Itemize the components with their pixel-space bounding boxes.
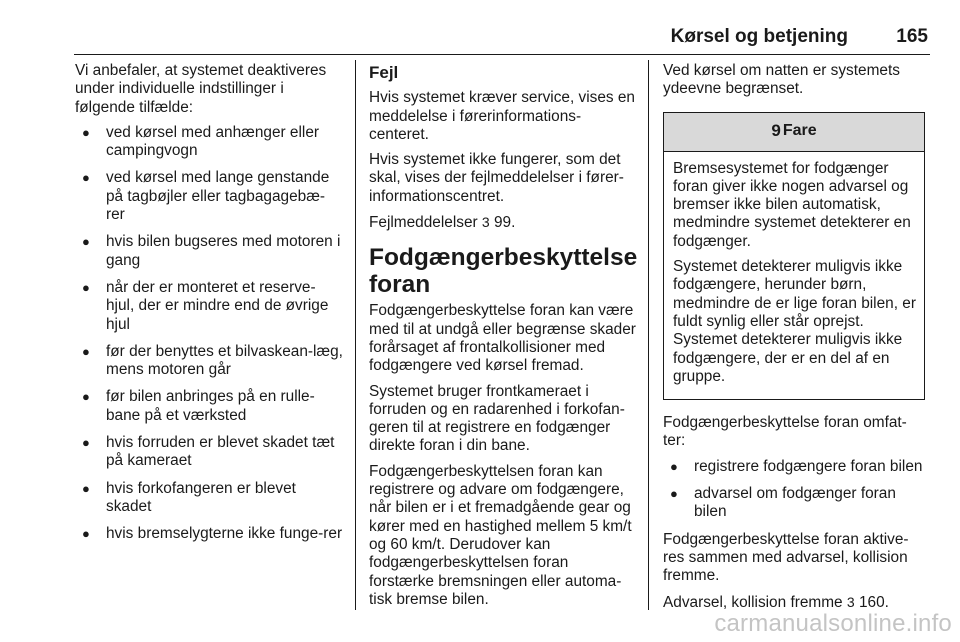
page-number: 165 [896,26,928,47]
paragraph: Fodgængerbeskyttelsen foran kan registrere og advare om fodgængere, når bilen er i et fremadgående gear og kører med en hastighed mellem 5 km/t og 60 km/t. Derudover kan fodgængerbeskyttelsen foran forstærke bremsningen eller automa-tisk bremse bilen. [369,462,632,608]
watermark: carmanualsonline.info [714,610,952,637]
reference-arrow-icon: 3 [846,593,855,610]
column-divider [648,60,649,610]
warning-header [664,113,924,152]
list-item: ● når der er monteret et reserve-hjul, der er mindre end de øvrige hjul [75,279,343,334]
paragraph: Hvis systemet kræver service, vises en meddelelse i førerinformations-centeret. [369,89,635,143]
cross-reference-page: 160. [858,593,889,611]
list-item: ● registrere fodgængere foran bilen [663,458,925,476]
warning-icon: 9 [771,121,781,141]
bullet-list [75,124,343,544]
paragraph: Vi anbefaler, at systemet deaktiveres under individuelle indstillinger i følgende tilfælde: [75,62,327,116]
paragraph: Hvis systemet ikke fungerer, som det skal, vises der fejlmeddelelser i fører-informationscentret. [369,151,624,205]
list-item: ● hvis forkofangeren er blevet skadet [75,480,343,517]
column-divider [355,60,356,610]
reference-arrow-icon: 3 [481,214,490,231]
warning-box [663,112,925,401]
warning-title: Fare [782,122,817,140]
bullet-list [663,458,925,522]
cross-reference-text: Advarsel, kollision fremme [663,593,843,611]
section-heading-fault: Fejl [369,63,399,82]
list-item: ● før bilen anbringes på en rulle-bane på et værksted [75,388,343,425]
column-3 [663,62,925,619]
warning-body [664,152,924,400]
paragraph: Fodgængerbeskyttelse foran kan være med til at undgå eller begrænse skader forårsaget af frontalkollisioner med fodgængere ved kørsel fremad. [369,302,636,375]
list-item: ● advarsel om fodgænger foran bilen [663,485,925,522]
list-item: ● hvis bilen bugseres med motoren i gang [75,233,343,270]
list-item: ● hvis bremselygterne ikke funge-rer [75,525,343,543]
list-item: ● hvis forruden er blevet skadet tæt på kameraet [75,434,343,471]
cross-reference-page: 99. [494,214,516,232]
cross-reference [663,593,925,612]
cross-reference [369,213,637,232]
column-1 [75,62,343,553]
warning-paragraph: Systemet detekterer muligvis ikke fodgængere, herunder børn, medmindre de er lige foran bilen, er fuldt synlig eller står oprejst. Systemet detekterer muligvis ikke fodgængere, der er en del af en gruppe. [673,258,916,385]
column-2 [369,62,637,616]
page-header [74,26,930,55]
paragraph: Ved kørsel om natten er systemets ydeevne begrænset. [663,62,900,98]
warning-paragraph: Bremsesystemet for fodgænger foran giver ikke nogen advarsel og bremser ikke bilen automatisk, medmindre systemet detekterer en fodgænger. [673,159,911,250]
list-item: ● før der benyttes et bilvaskean-læg, mens motoren går [75,343,343,380]
paragraph: Systemet bruger frontkameraet i forruden og en radarenhed i forkofan-geren til at registrere en fodgænger direkte foran i din bane. [369,382,625,455]
list-item: ● ved kørsel med anhænger eller campingvogn [75,124,343,161]
list-item: ● ved kørsel med lange genstande på tagbøjler eller tagbagagebæ-rer [75,169,343,224]
paragraph: Fodgængerbeskyttelse foran aktive-res sammen med advarsel, kollision fremme. [663,530,909,585]
chapter-title: Kørsel og betjening [670,26,848,47]
cross-reference-text: Fejlmeddelelser [369,214,478,232]
paragraph: Fodgængerbeskyttelse foran omfat-ter: [663,414,907,450]
section-heading: Fodgængerbeskyttelse foran [369,244,638,299]
